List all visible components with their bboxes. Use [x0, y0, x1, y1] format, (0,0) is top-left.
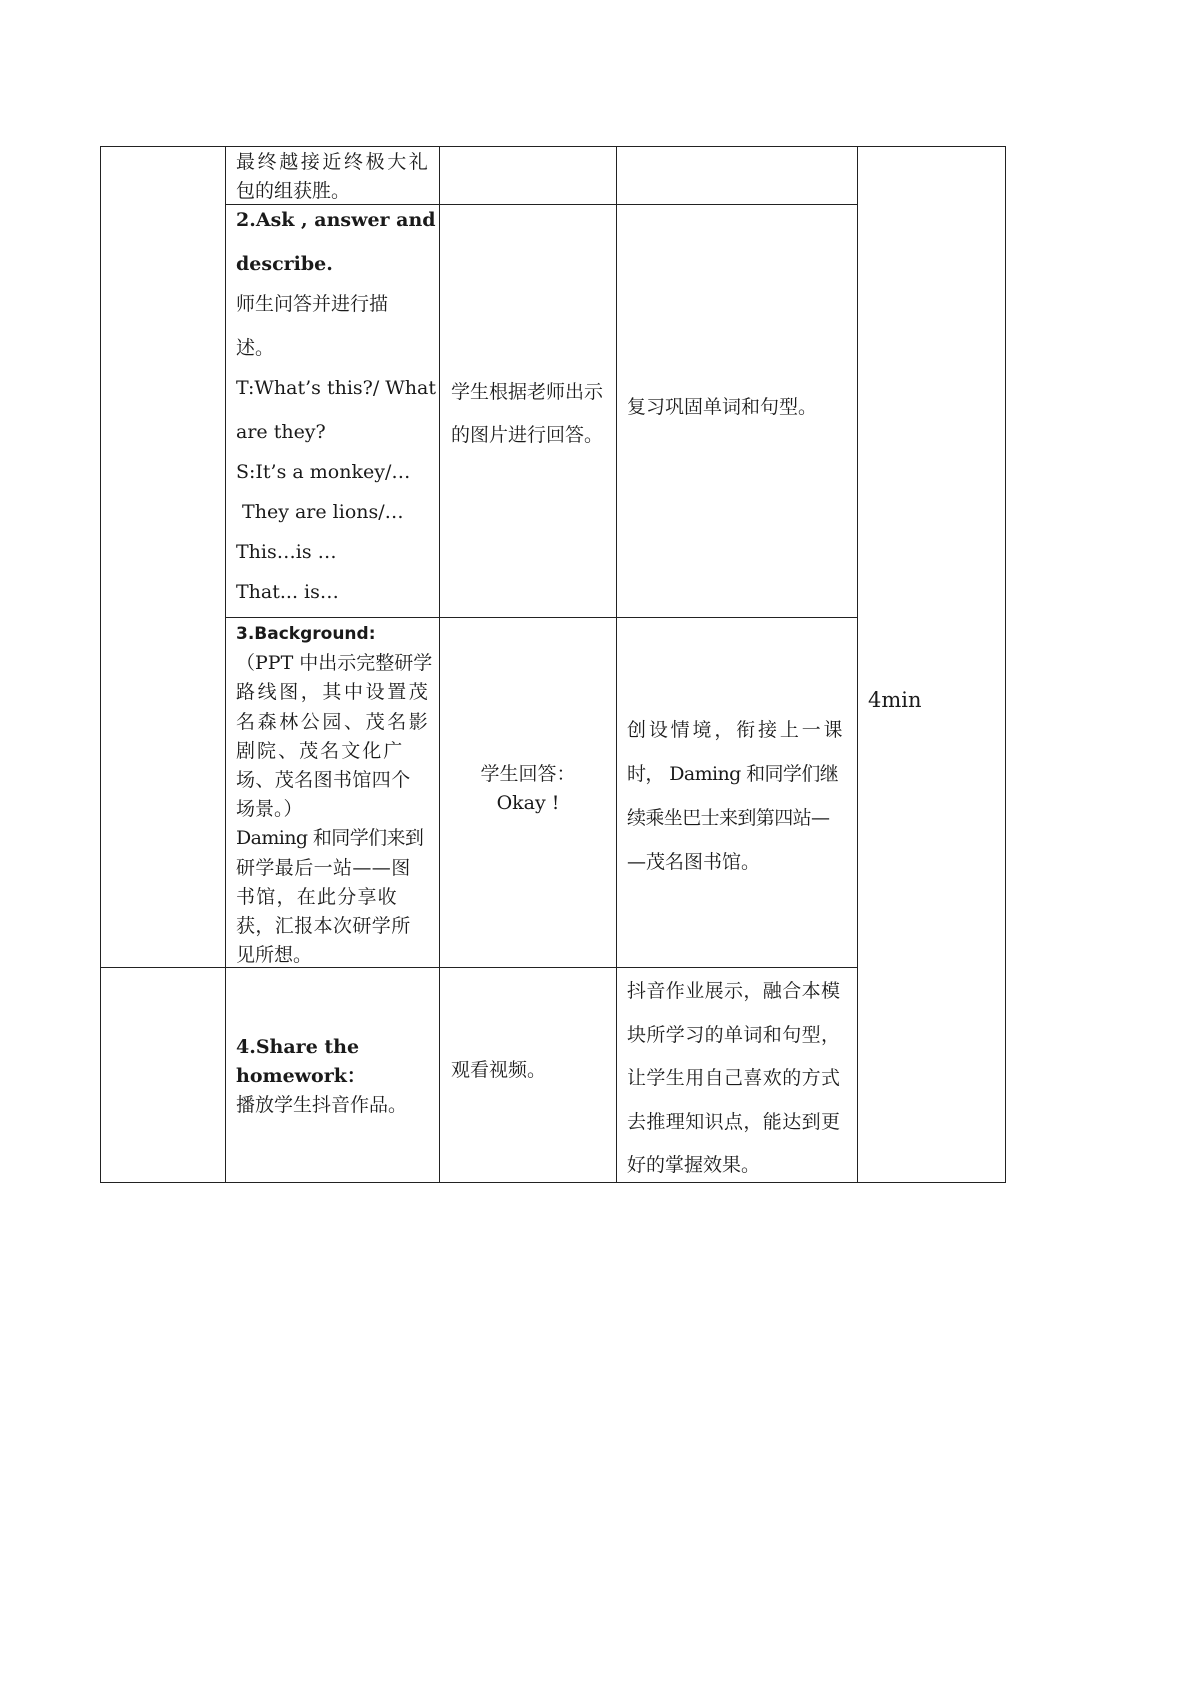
row4-activity-desc: 播放学生抖音作品。 — [236, 1094, 408, 1116]
row3-activity-line: 见所想。 — [236, 944, 313, 967]
row2-activity-cell — [236, 206, 437, 618]
table-border-right — [1005, 146, 1006, 1183]
time-value: 4min — [868, 688, 922, 712]
row4-student-text: 观看视频。 — [451, 1059, 547, 1081]
row2-dialog-line: S:It’s a monkey/… — [236, 461, 411, 483]
row3-purpose-line: —茂名图书馆。 — [627, 851, 761, 873]
row2-student-cell — [451, 371, 613, 457]
row3-activity-line: 书 馆 ， 在 此 分 享 收 — [236, 885, 395, 908]
row4-student-cell — [451, 1056, 613, 1084]
table-border-bottom — [100, 1182, 1005, 1183]
row2-activity-desc: 师生问答并进行描 — [236, 293, 389, 315]
row1-activity-cell — [236, 148, 434, 206]
row3-activity-line: 名森林公园、茂名影 — [236, 710, 431, 733]
table-rule-row3 — [100, 967, 857, 968]
row2-activity-heading: 2.Ask , answer and — [236, 209, 436, 231]
row2-dialog-line: This…is … — [236, 541, 337, 563]
row3-purpose-line: 时， Daming 和同学们继 — [627, 763, 839, 785]
row1-activity-line: 最终越接近终极大礼 — [236, 151, 431, 173]
row3-purpose-cell — [627, 708, 853, 884]
row4-purpose-line: 去推理知识点，能达到更 — [627, 1110, 841, 1133]
table-border-col2 — [439, 146, 440, 1183]
table-border-top — [100, 146, 1005, 147]
row1-activity-line: 包的组获胜。 — [236, 180, 351, 202]
row4-purpose-line: 好的掌握效果。 — [627, 1154, 761, 1176]
table-border-col3 — [616, 146, 617, 1183]
row3-activity-line: 场景。） — [236, 798, 303, 821]
row4-purpose-line: 抖音作业展示，融合本模 — [627, 980, 841, 1002]
row3-activity-line: （PPT 中出示完整研学 — [236, 652, 433, 675]
row4-purpose-cell — [627, 970, 853, 1188]
row3-student-line: Okay ! — [496, 792, 560, 814]
row3-activity-line: Daming 和同学们来到 — [236, 827, 424, 850]
row4-purpose-line: 块所学习的单词和句型， — [627, 1023, 841, 1046]
row3-activity-line: 场、茂名图书馆四个 — [236, 769, 411, 792]
table-border-col1 — [225, 146, 226, 1183]
row2-dialog-line: are they? — [236, 421, 326, 443]
row3-student-cell — [440, 760, 616, 818]
time-cell — [868, 686, 998, 714]
row4-activity-heading: homework： — [236, 1065, 366, 1087]
row2-student-line: 学生根据老师出示 — [451, 381, 604, 403]
row2-dialog-line: That... is… — [236, 581, 339, 603]
row2-purpose-cell — [627, 393, 853, 421]
row3-activity-line: 剧 院 、 茂 名 文 化 广 — [236, 739, 401, 762]
row3-student-line: 学生回答： — [480, 763, 576, 785]
row3-activity-heading: 3.Background: — [236, 624, 376, 644]
row2-dialog-line: T:What’s this?/ What — [236, 377, 437, 399]
row3-purpose-line: 创 设 情 境 ， 衔 接 上 一 课 — [627, 719, 841, 741]
row2-purpose-text: 复习巩固单词和句型。 — [627, 396, 818, 418]
row3-purpose-line: 续乘坐巴士来到第四站— — [627, 807, 830, 829]
row3-activity-line: 研学最后一站——图 — [236, 856, 411, 879]
row3-activity-line: 获，汇报本次研学所 — [236, 915, 411, 938]
row4-purpose-line: 让学生用自己喜欢的方式 — [627, 1067, 841, 1089]
row2-activity-heading: describe. — [236, 253, 333, 275]
row3-activity-cell — [236, 620, 434, 970]
row3-activity-line: 路线图，其中设置茂 — [236, 681, 431, 704]
table-border-col4 — [857, 146, 858, 1183]
row2-dialog-line: They are lions/… — [236, 501, 404, 523]
row2-student-line: 的图片进行回答。 — [451, 424, 604, 446]
table-border-left — [100, 146, 101, 1183]
row4-activity-cell — [236, 1033, 434, 1120]
row4-activity-heading: 4.Share the — [236, 1036, 360, 1058]
row2-activity-desc: 述。 — [236, 337, 275, 359]
